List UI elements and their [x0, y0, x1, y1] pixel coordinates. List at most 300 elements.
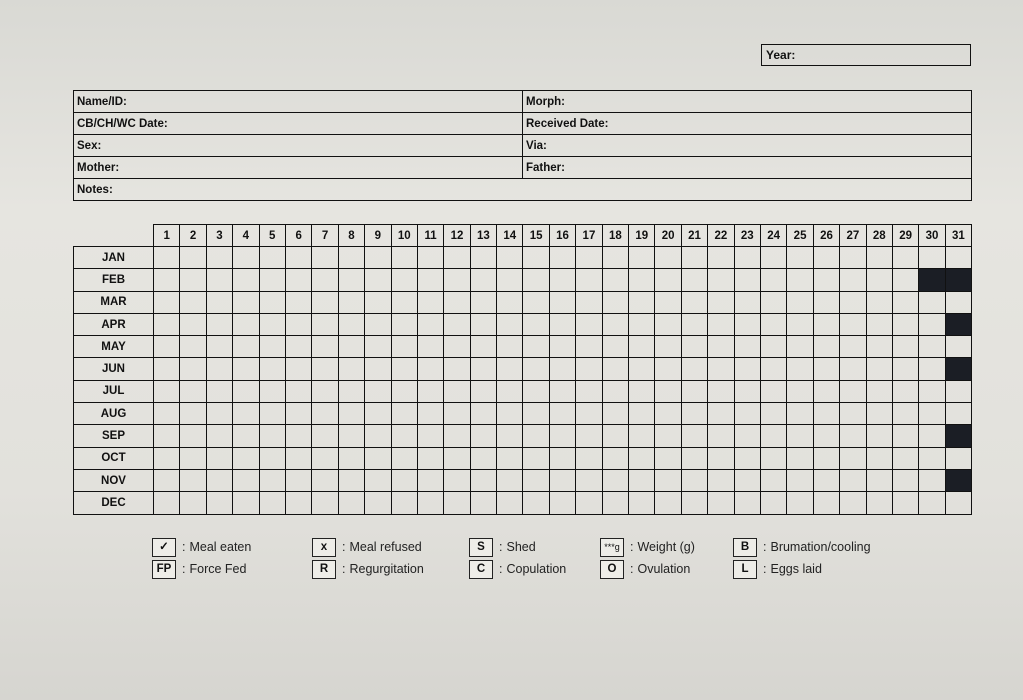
day-cell[interactable] [655, 269, 681, 291]
day-cell[interactable] [523, 358, 549, 380]
day-cell[interactable] [787, 380, 813, 402]
day-cell[interactable] [892, 380, 918, 402]
day-cell[interactable] [655, 380, 681, 402]
day-cell[interactable] [444, 336, 470, 358]
day-cell[interactable] [892, 425, 918, 447]
day-cell[interactable] [180, 336, 206, 358]
day-cell[interactable] [470, 469, 496, 491]
day-cell[interactable] [470, 447, 496, 469]
day-cell[interactable] [180, 447, 206, 469]
day-cell[interactable] [708, 492, 734, 514]
day-cell[interactable] [259, 469, 285, 491]
day-cell[interactable] [919, 380, 945, 402]
day-cell[interactable] [919, 403, 945, 425]
day-cell[interactable] [206, 447, 232, 469]
day-cell[interactable] [629, 492, 655, 514]
day-cell[interactable] [840, 336, 866, 358]
day-cell[interactable] [154, 358, 180, 380]
day-cell[interactable] [497, 469, 523, 491]
day-cell[interactable] [365, 269, 391, 291]
day-cell[interactable] [602, 492, 628, 514]
day-cell[interactable] [444, 403, 470, 425]
day-cell[interactable] [365, 247, 391, 269]
day-cell[interactable] [259, 247, 285, 269]
day-cell[interactable] [365, 425, 391, 447]
day-cell[interactable] [497, 403, 523, 425]
day-cell[interactable] [602, 291, 628, 313]
day-cell[interactable] [470, 247, 496, 269]
day-cell[interactable] [285, 492, 311, 514]
day-cell[interactable] [259, 336, 285, 358]
day-cell[interactable] [180, 247, 206, 269]
day-cell[interactable] [655, 425, 681, 447]
day-cell[interactable] [365, 447, 391, 469]
day-cell[interactable] [233, 469, 259, 491]
day-cell[interactable] [866, 425, 892, 447]
day-cell[interactable] [259, 358, 285, 380]
day-cell[interactable] [945, 403, 971, 425]
day-cell[interactable] [233, 403, 259, 425]
day-cell[interactable] [787, 469, 813, 491]
day-cell[interactable] [391, 336, 417, 358]
day-cell[interactable] [312, 269, 338, 291]
day-cell[interactable] [655, 336, 681, 358]
day-cell[interactable] [840, 380, 866, 402]
day-cell[interactable] [444, 492, 470, 514]
day-cell[interactable] [549, 380, 575, 402]
day-cell[interactable] [497, 269, 523, 291]
day-cell[interactable] [576, 247, 602, 269]
day-cell[interactable] [549, 469, 575, 491]
day-cell[interactable] [708, 247, 734, 269]
day-cell[interactable] [470, 425, 496, 447]
day-cell[interactable] [233, 291, 259, 313]
day-cell[interactable] [444, 447, 470, 469]
day-cell[interactable] [338, 358, 364, 380]
day-cell[interactable] [391, 313, 417, 335]
day-cell[interactable] [734, 403, 760, 425]
day-cell[interactable] [760, 336, 786, 358]
day-cell[interactable] [708, 269, 734, 291]
day-cell[interactable] [681, 269, 707, 291]
day-cell[interactable] [523, 425, 549, 447]
day-cell[interactable] [787, 358, 813, 380]
day-cell[interactable] [338, 380, 364, 402]
day-cell[interactable] [497, 425, 523, 447]
day-cell[interactable] [338, 425, 364, 447]
day-cell[interactable] [312, 469, 338, 491]
day-cell[interactable] [602, 469, 628, 491]
day-cell[interactable] [470, 358, 496, 380]
day-cell[interactable] [338, 403, 364, 425]
day-cell[interactable] [180, 403, 206, 425]
day-cell[interactable] [338, 469, 364, 491]
day-cell[interactable] [866, 380, 892, 402]
day-cell[interactable] [892, 336, 918, 358]
day-cell[interactable] [787, 492, 813, 514]
day-cell[interactable] [681, 291, 707, 313]
day-cell[interactable] [391, 247, 417, 269]
day-cell[interactable] [892, 469, 918, 491]
day-cell[interactable] [892, 247, 918, 269]
day-cell[interactable] [312, 425, 338, 447]
day-cell[interactable] [365, 313, 391, 335]
day-cell[interactable] [470, 380, 496, 402]
day-cell[interactable] [338, 492, 364, 514]
day-cell[interactable] [602, 358, 628, 380]
day-cell[interactable] [734, 380, 760, 402]
day-cell[interactable] [760, 291, 786, 313]
day-cell[interactable] [154, 447, 180, 469]
day-cell[interactable] [602, 247, 628, 269]
day-cell[interactable] [681, 380, 707, 402]
day-cell[interactable] [444, 358, 470, 380]
day-cell[interactable] [259, 425, 285, 447]
day-cell[interactable] [417, 403, 443, 425]
day-cell[interactable] [180, 492, 206, 514]
day-cell[interactable] [233, 425, 259, 447]
year-field[interactable] [761, 44, 971, 66]
day-cell[interactable] [708, 291, 734, 313]
day-cell[interactable] [576, 425, 602, 447]
day-cell[interactable] [549, 425, 575, 447]
day-cell[interactable] [391, 425, 417, 447]
day-cell[interactable] [919, 247, 945, 269]
day-cell[interactable] [813, 403, 839, 425]
day-cell[interactable] [655, 469, 681, 491]
day-cell[interactable] [892, 358, 918, 380]
day-cell[interactable] [154, 269, 180, 291]
day-cell[interactable] [734, 291, 760, 313]
day-cell[interactable] [734, 336, 760, 358]
day-cell[interactable] [365, 336, 391, 358]
day-cell[interactable] [708, 313, 734, 335]
day-cell[interactable] [417, 313, 443, 335]
day-cell[interactable] [549, 269, 575, 291]
day-cell[interactable] [866, 336, 892, 358]
day-cell[interactable] [708, 403, 734, 425]
sex-field[interactable]: Sex: [74, 135, 523, 157]
day-cell[interactable] [760, 447, 786, 469]
day-cell[interactable] [206, 492, 232, 514]
day-cell[interactable] [602, 403, 628, 425]
day-cell[interactable] [233, 447, 259, 469]
day-cell[interactable] [338, 291, 364, 313]
day-cell[interactable] [497, 336, 523, 358]
day-cell[interactable] [312, 336, 338, 358]
day-cell[interactable] [919, 313, 945, 335]
day-cell[interactable] [391, 269, 417, 291]
day-cell[interactable] [629, 447, 655, 469]
day-cell[interactable] [259, 313, 285, 335]
day-cell[interactable] [497, 291, 523, 313]
day-cell[interactable] [813, 425, 839, 447]
day-cell[interactable] [681, 469, 707, 491]
day-cell[interactable] [365, 469, 391, 491]
day-cell[interactable] [470, 269, 496, 291]
day-cell[interactable] [154, 336, 180, 358]
day-cell[interactable] [708, 447, 734, 469]
day-cell[interactable] [892, 492, 918, 514]
day-cell[interactable] [154, 313, 180, 335]
day-cell[interactable] [708, 425, 734, 447]
day-cell[interactable] [312, 313, 338, 335]
day-cell[interactable] [840, 291, 866, 313]
day-cell[interactable] [840, 313, 866, 335]
day-cell[interactable] [787, 247, 813, 269]
day-cell[interactable] [312, 380, 338, 402]
day-cell[interactable] [312, 447, 338, 469]
day-cell[interactable] [523, 313, 549, 335]
day-cell[interactable] [285, 269, 311, 291]
day-cell[interactable] [866, 358, 892, 380]
day-cell[interactable] [444, 269, 470, 291]
day-cell[interactable] [840, 358, 866, 380]
day-cell[interactable] [866, 247, 892, 269]
day-cell[interactable] [285, 291, 311, 313]
day-cell[interactable] [602, 425, 628, 447]
day-cell[interactable] [892, 313, 918, 335]
day-cell[interactable] [285, 469, 311, 491]
day-cell[interactable] [365, 358, 391, 380]
day-cell[interactable] [206, 403, 232, 425]
day-cell[interactable] [417, 380, 443, 402]
day-cell[interactable] [576, 291, 602, 313]
day-cell[interactable] [285, 358, 311, 380]
day-cell[interactable] [523, 469, 549, 491]
day-cell[interactable] [417, 358, 443, 380]
day-cell[interactable] [945, 247, 971, 269]
day-cell[interactable] [760, 247, 786, 269]
day-cell[interactable] [629, 247, 655, 269]
day-cell[interactable] [655, 291, 681, 313]
day-cell[interactable] [681, 247, 707, 269]
day-cell[interactable] [629, 269, 655, 291]
day-cell[interactable] [945, 447, 971, 469]
day-cell[interactable] [444, 313, 470, 335]
day-cell[interactable] [338, 336, 364, 358]
day-cell[interactable] [734, 469, 760, 491]
day-cell[interactable] [708, 469, 734, 491]
day-cell[interactable] [365, 492, 391, 514]
day-cell[interactable] [576, 380, 602, 402]
day-cell[interactable] [629, 380, 655, 402]
day-cell[interactable] [840, 425, 866, 447]
day-cell[interactable] [154, 380, 180, 402]
day-cell[interactable] [180, 291, 206, 313]
day-cell[interactable] [655, 358, 681, 380]
day-cell[interactable] [576, 447, 602, 469]
day-cell[interactable] [760, 380, 786, 402]
day-cell[interactable] [206, 336, 232, 358]
day-cell[interactable] [233, 269, 259, 291]
day-cell[interactable] [813, 358, 839, 380]
day-cell[interactable] [523, 403, 549, 425]
day-cell[interactable] [602, 380, 628, 402]
day-cell[interactable] [734, 492, 760, 514]
day-cell[interactable] [259, 492, 285, 514]
day-cell[interactable] [180, 358, 206, 380]
father-field[interactable]: Father: [523, 157, 972, 179]
day-cell[interactable] [523, 336, 549, 358]
day-cell[interactable] [602, 336, 628, 358]
day-cell[interactable] [813, 247, 839, 269]
day-cell[interactable] [760, 425, 786, 447]
day-cell[interactable] [338, 447, 364, 469]
day-cell[interactable] [233, 492, 259, 514]
day-cell[interactable] [576, 358, 602, 380]
day-cell[interactable] [734, 425, 760, 447]
day-cell[interactable] [813, 291, 839, 313]
day-cell[interactable] [338, 247, 364, 269]
day-cell[interactable] [787, 403, 813, 425]
via-field[interactable]: Via: [523, 135, 972, 157]
day-cell[interactable] [734, 247, 760, 269]
day-cell[interactable] [154, 247, 180, 269]
day-cell[interactable] [787, 269, 813, 291]
day-cell[interactable] [760, 469, 786, 491]
day-cell[interactable] [338, 269, 364, 291]
day-cell[interactable] [365, 380, 391, 402]
day-cell[interactable] [206, 469, 232, 491]
day-cell[interactable] [655, 492, 681, 514]
day-cell[interactable] [444, 380, 470, 402]
day-cell[interactable] [629, 336, 655, 358]
day-cell[interactable] [892, 291, 918, 313]
day-cell[interactable] [285, 403, 311, 425]
day-cell[interactable] [259, 447, 285, 469]
day-cell[interactable] [576, 403, 602, 425]
day-cell[interactable] [312, 492, 338, 514]
day-cell[interactable] [787, 447, 813, 469]
day-cell[interactable] [206, 358, 232, 380]
day-cell[interactable] [708, 358, 734, 380]
day-cell[interactable] [154, 469, 180, 491]
day-cell[interactable] [734, 269, 760, 291]
day-cell[interactable] [523, 447, 549, 469]
day-cell[interactable] [681, 492, 707, 514]
day-cell[interactable] [365, 403, 391, 425]
day-cell[interactable] [655, 247, 681, 269]
day-cell[interactable] [180, 269, 206, 291]
day-cell[interactable] [760, 403, 786, 425]
day-cell[interactable] [154, 291, 180, 313]
day-cell[interactable] [629, 469, 655, 491]
day-cell[interactable] [813, 447, 839, 469]
day-cell[interactable] [285, 447, 311, 469]
day-cell[interactable] [206, 313, 232, 335]
day-cell[interactable] [760, 269, 786, 291]
day-cell[interactable] [945, 380, 971, 402]
day-cell[interactable] [681, 403, 707, 425]
day-cell[interactable] [681, 447, 707, 469]
day-cell[interactable] [734, 358, 760, 380]
day-cell[interactable] [233, 313, 259, 335]
day-cell[interactable] [892, 403, 918, 425]
day-cell[interactable] [919, 425, 945, 447]
day-cell[interactable] [206, 247, 232, 269]
day-cell[interactable] [576, 313, 602, 335]
day-cell[interactable] [549, 358, 575, 380]
day-cell[interactable] [549, 291, 575, 313]
day-cell[interactable] [391, 291, 417, 313]
day-cell[interactable] [919, 447, 945, 469]
day-cell[interactable] [760, 358, 786, 380]
day-cell[interactable] [470, 313, 496, 335]
day-cell[interactable] [180, 380, 206, 402]
day-cell[interactable] [470, 291, 496, 313]
day-cell[interactable] [417, 492, 443, 514]
day-cell[interactable] [497, 247, 523, 269]
day-cell[interactable] [681, 313, 707, 335]
day-cell[interactable] [285, 313, 311, 335]
day-cell[interactable] [681, 425, 707, 447]
day-cell[interactable] [523, 269, 549, 291]
day-cell[interactable] [417, 291, 443, 313]
day-cell[interactable] [259, 403, 285, 425]
day-cell[interactable] [813, 469, 839, 491]
day-cell[interactable] [787, 336, 813, 358]
day-cell[interactable] [866, 291, 892, 313]
day-cell[interactable] [233, 380, 259, 402]
day-cell[interactable] [655, 403, 681, 425]
day-cell[interactable] [154, 403, 180, 425]
day-cell[interactable] [629, 313, 655, 335]
day-cell[interactable] [602, 269, 628, 291]
day-cell[interactable] [734, 447, 760, 469]
day-cell[interactable] [629, 403, 655, 425]
day-cell[interactable] [549, 247, 575, 269]
day-cell[interactable] [417, 425, 443, 447]
day-cell[interactable] [840, 269, 866, 291]
day-cell[interactable] [497, 492, 523, 514]
day-cell[interactable] [206, 291, 232, 313]
cb-ch-wc-date-field[interactable]: CB/CH/WC Date: [74, 113, 523, 135]
day-cell[interactable] [444, 469, 470, 491]
day-cell[interactable] [866, 403, 892, 425]
day-cell[interactable] [497, 447, 523, 469]
day-cell[interactable] [312, 358, 338, 380]
day-cell[interactable] [417, 247, 443, 269]
day-cell[interactable] [391, 358, 417, 380]
day-cell[interactable] [154, 425, 180, 447]
day-cell[interactable] [629, 291, 655, 313]
day-cell[interactable] [391, 447, 417, 469]
day-cell[interactable] [444, 291, 470, 313]
day-cell[interactable] [629, 358, 655, 380]
day-cell[interactable] [523, 492, 549, 514]
day-cell[interactable] [840, 403, 866, 425]
day-cell[interactable] [602, 447, 628, 469]
day-cell[interactable] [497, 313, 523, 335]
day-cell[interactable] [813, 313, 839, 335]
day-cell[interactable] [285, 425, 311, 447]
day-cell[interactable] [866, 313, 892, 335]
day-cell[interactable] [365, 291, 391, 313]
day-cell[interactable] [444, 425, 470, 447]
day-cell[interactable] [470, 403, 496, 425]
day-cell[interactable] [813, 269, 839, 291]
day-cell[interactable] [866, 492, 892, 514]
day-cell[interactable] [523, 380, 549, 402]
day-cell[interactable] [840, 492, 866, 514]
morph-field[interactable]: Morph: [523, 91, 972, 113]
day-cell[interactable] [866, 447, 892, 469]
day-cell[interactable] [549, 492, 575, 514]
day-cell[interactable] [813, 336, 839, 358]
mother-field[interactable]: Mother: [74, 157, 523, 179]
day-cell[interactable] [549, 313, 575, 335]
